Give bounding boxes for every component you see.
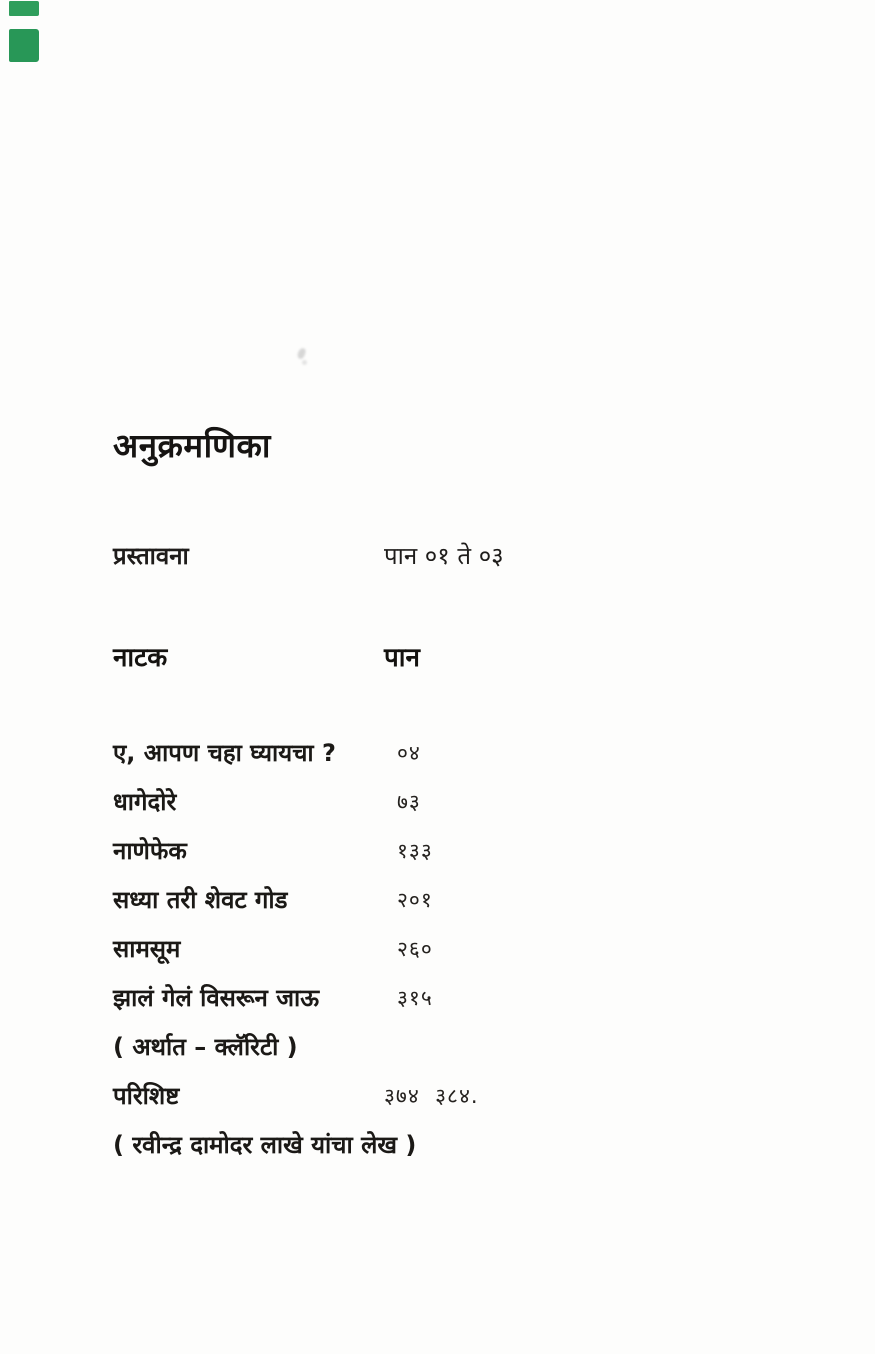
page-number: ०४ bbox=[397, 741, 421, 765]
page-number: ३१५ bbox=[397, 986, 433, 1010]
column-header-page: पान bbox=[384, 643, 420, 673]
page-number: १३३ bbox=[397, 839, 433, 863]
appendix-note: ( रवीन्द्र दामोदर लाखे यांचा लेख ) bbox=[113, 1131, 417, 1159]
toc-row bbox=[113, 736, 793, 785]
column-header-row bbox=[113, 638, 793, 674]
toc-entries bbox=[113, 736, 793, 1177]
column-header-play: नाटक bbox=[113, 643, 168, 673]
toc-row bbox=[113, 883, 793, 932]
play-title: सामसूम bbox=[113, 935, 181, 963]
play-title: नाणेफेक bbox=[113, 837, 187, 865]
toc-row bbox=[113, 932, 793, 981]
page-title: अनुक्रमणिका bbox=[113, 426, 271, 465]
table-of-contents bbox=[113, 0, 793, 1354]
scan-artifact-green-strip-bottom bbox=[9, 29, 39, 62]
toc-row-note bbox=[113, 1128, 793, 1177]
page-number: ७३ bbox=[397, 790, 421, 814]
toc-row-subtitle bbox=[113, 1030, 793, 1079]
preface-label: प्रस्तावना bbox=[113, 542, 189, 570]
appendix-title: परिशिष्ट bbox=[113, 1082, 180, 1110]
toc-row bbox=[113, 981, 793, 1030]
toc-row-appendix bbox=[113, 1079, 793, 1128]
page-number: २०१ bbox=[397, 888, 433, 912]
scan-artifact-green-strip-top bbox=[9, 1, 39, 16]
page-number: ३७४ ३८४. bbox=[384, 1084, 479, 1108]
preface-row bbox=[113, 539, 793, 572]
preface-page-range: पान ०१ ते ०३ bbox=[384, 542, 504, 570]
toc-row bbox=[113, 785, 793, 834]
play-subtitle: ( अर्थात – क्लॅरिटी ) bbox=[113, 1033, 298, 1061]
play-title: ए, आपण चहा घ्यायचा ? bbox=[113, 739, 336, 767]
page-number: २६० bbox=[397, 937, 433, 961]
play-title: सध्या तरी शेवट गोड bbox=[113, 886, 288, 914]
play-title: झालं गेलं विसरून जाऊ bbox=[113, 984, 320, 1012]
toc-row bbox=[113, 834, 793, 883]
play-title: धागेदोरे bbox=[113, 788, 177, 816]
